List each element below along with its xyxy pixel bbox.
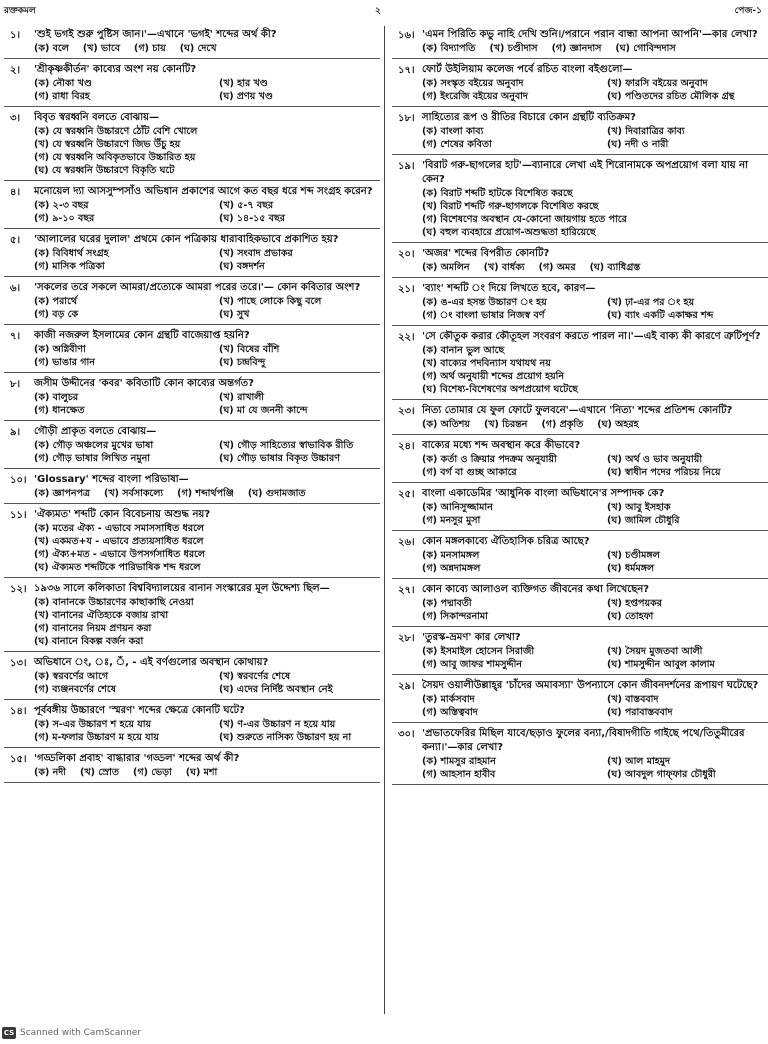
question-number: ৯। [10,427,21,438]
question-number: ২৩। [398,406,415,417]
question-number: ২৪। [398,441,415,452]
question-number: ২২। [398,332,415,343]
answer-option: (ক) যে স্বরধ্বনি উচ্চারণে ঠোঁট বেশি খোলে [34,126,198,137]
answer-option: (ঘ) তোহফা [607,611,654,622]
answer-option: (ক) অগ্নিবীণা [34,344,86,355]
question-item [4,185,380,229]
options-group [422,42,768,55]
question-item [392,535,768,579]
question-number: ৩। [10,113,21,124]
question-number: ১৯। [398,161,415,172]
answer-option: (ক) বানানকে উচ্চারণের কাছাকাছি নেওয়া [34,597,194,608]
question-item [4,281,380,325]
answer-option: (খ) সৈয়দ মুজতবা আলী [607,646,703,657]
answer-option: (গ) ভাঙার গান [34,357,95,368]
question-number: ১৩। [10,658,27,669]
question-number: ২৯। [398,681,415,692]
options-group [34,247,380,273]
question-number: ১২। [10,584,27,595]
answer-option: (খ) বিরাট শব্দটি গরু-ছাগলকে বিশেষিত করছে [422,201,599,212]
answer-option: (ঘ) বঙ্গদর্শন [219,261,265,272]
answer-option: (খ) স্রোত [80,767,120,778]
right-column [392,28,768,789]
question-item [4,704,380,748]
answer-option: (গ) বড় কে [34,309,79,320]
answer-option: (খ) ৫-৭ বছর [219,200,274,211]
answer-option: (খ) ণ-এর উচ্চারণ ন হয়ে যায় [219,719,336,730]
header-left: রক্তকমল [4,6,36,16]
question-number: ১৫। [10,754,27,765]
answer-option: (ক) স্বরবর্ণের আগে [34,671,109,682]
answer-option: (গ) চায় [134,43,166,54]
answer-option: (গ) শেষের কবিতা [422,139,492,150]
answer-option: (ঘ) পরাবাস্তববাদ [607,707,673,718]
answer-option: (ক) অতিশয় [422,419,470,430]
question-item [4,425,380,469]
question-text: গৌড়ী প্রাকৃত বলতে বোঝায়— [34,426,157,437]
question-text: 'সকলের তরে সকলে আমরা/প্রত্যেকে আমরা পরের তরে।'— কোন কবিতার অংশ? [34,282,361,293]
question-text: কাজী নজরুল ইসলামের কোন গ্রন্থটি বাজেয়াপ্ত হয়নি? [34,330,250,341]
options-group [422,187,768,239]
options-group [34,766,380,779]
answer-option: (খ) ফারসি বইয়ের অনুবাদ [607,78,708,89]
question-number: ২০। [398,249,415,260]
question-text: 'এমন পিরিতি কভু নাহি দেখি শুনি।/পরানে পরান বান্ধা আপনা আপনি'—কার লেখা? [422,29,758,40]
question-text: পূর্ববঙ্গীয় উচ্চারণে 'স্মরণ' শব্দের ক্ষেত্রে কোনটি ঘটে? [34,705,245,716]
question-text: সাহিত্যের রূপ ও রীতির বিচারে কোন গ্রন্থটি ব্যতিক্রম? [422,112,636,123]
answer-option: (খ) হপ্তপয়কর [607,598,662,609]
options-group [422,693,768,719]
answer-option: (ক) বিরাট শব্দটি হাটকে বিশেষিত করছে [422,188,573,199]
answer-option: (গ) মাসিক পত্রিকা [34,261,105,272]
answer-option: (খ) ভাবে [82,43,120,54]
options-group [422,501,768,527]
answer-option: (খ) বাস্তববাদ [607,694,659,705]
answer-option: (ক) স-এর উচ্চারণ শ হয়ে যায় [34,719,152,730]
scanner-footer [2,1027,141,1039]
question-item [392,63,768,107]
question-number: ২৫। [398,489,415,500]
answer-option: (ক) অমলিন [422,262,470,273]
answer-option: (ঘ) মা যে জননী কান্দে [219,405,308,416]
answer-option: (খ) চণ্ডীমঙ্গল [607,550,660,561]
answer-option: (গ) যে স্বরধ্বনি অবিকৃতভাবে উচ্চারিত হয় [34,152,196,163]
question-item [4,752,380,783]
answer-option: (খ) বানানের ঐতিহ্যকে বজায় রাখা [34,610,169,621]
answer-option: (খ) যে স্বরধ্বনি উচ্চারণে জিভ উঁচু হয় [34,139,181,150]
left-column [4,28,380,787]
options-group [422,418,768,431]
question-number: ৫। [10,235,21,246]
answer-option: (গ) অন্নদামঙ্গল [422,563,481,574]
answer-option: (গ) ব্যঞ্জনবর্ণের শেষে [34,684,116,695]
question-number: ২৭। [398,585,415,596]
answer-option: (খ) দিবারাত্রির কাব্য [607,126,685,137]
answer-option: (খ) চণ্ডীদাস [489,43,538,54]
answer-option: (ক) পদ্মাবতী [422,598,472,609]
answer-option: (গ) অর্থ অনুযায়ী শব্দের প্রয়োগ হয়নি [422,371,565,382]
options-group [34,77,380,103]
question-number: ৭। [10,331,21,342]
answer-option: (ক) ঙ-এর হসন্ত উচ্চারণ ং হয় [422,297,547,308]
question-item [4,656,380,700]
question-text: 'ঐক্যমত' শব্দটি কোন বিবেচনায় অশুদ্ধ নয়? [34,509,211,520]
question-text: 'Glossary' শব্দের বাংলা পরিভাষা— [34,474,189,485]
options-group [34,596,380,648]
answer-option: (খ) বিষের বাঁশি [219,344,280,355]
options-group [422,344,768,396]
answer-option: (ঘ) দেখে [179,43,217,54]
question-item [4,233,380,277]
answer-option: (ঘ) শুরুতে নাসিক্য উচ্চারণ হয় না [219,732,352,743]
question-text: 'আলালের ঘরের দুলাল' প্রথমে কোন পত্রিকায় ধারাবাহিকভাবে প্রকাশিত হয়? [34,234,339,245]
options-group [422,77,768,103]
question-item [4,63,380,107]
options-group [422,125,768,151]
answer-option: (গ) বিশেষণের অবস্থান যে-কোনো জায়গায় হতে পারে [422,214,627,225]
options-group [34,391,380,417]
answer-option: (গ) অমর [538,262,576,273]
answer-option: (ঘ) আবদুল গাফ্‌ফার চৌধুরী [607,769,716,780]
answer-option: (ক) ২-৩ বছর [34,200,89,211]
question-item [392,679,768,723]
answer-option: (ঘ) জামিল চৌধুরি [607,515,680,526]
question-text: 'শুই ভগই শুরু পুষ্টিস জান।'—এখানে 'ভগই' শব্দের অর্থ কী? [34,29,277,40]
answer-option: (ক) গৌড় অঞ্চলের মুখের ভাষা [34,440,154,451]
question-number: ১৪। [10,706,27,717]
options-group [34,522,380,574]
scanner-text: Scanned with CamScanner [20,1028,142,1038]
question-item [4,473,380,504]
answer-option: (ঘ) এদের নির্দিষ্ট অবস্থান নেই [219,684,333,695]
answer-option: (গ) সিকান্দরনামা [422,611,488,622]
options-group [34,42,380,55]
answer-option: (ক) বিবিধার্থ সংগ্রহ [34,248,109,259]
answer-option: (গ) ম-ফলার উচ্চারণ ম হয়ে যায় [34,732,159,743]
answer-option: (গ) বানানের নিয়ম প্রণয়ন করা [34,623,152,634]
answer-option: (খ) আবু ইসহাক [607,502,671,513]
answer-option: (গ) ং বাংলা ভাষার নিজস্ব বর্ণ [422,310,545,321]
answer-option: (ঘ) যে স্বরধ্বনি উচ্চারণে বিকৃতি ঘটে [34,165,175,176]
question-item [392,330,768,400]
answer-option: (খ) হার খণ্ড [219,78,268,89]
answer-option: (ক) জ্ঞাপনপত্র [34,488,91,499]
question-item [392,159,768,243]
answer-option: (ঘ) ধর্মমঙ্গল [607,563,655,574]
options-group [34,125,380,177]
options-group [422,755,768,781]
answer-option: (ঘ) বিশেষ্য-বিশেষণের অপপ্রয়োগ ঘটেছে [422,384,578,395]
header-right: পেজ-১ [734,6,762,16]
answer-option: (খ) গৌড় সাহিত্যের স্বাভাবিক রীতি [219,440,354,451]
question-text: বিবৃত স্বরধ্বনি বলতে বোঝায়— [34,112,159,123]
question-number: ৮। [10,379,21,390]
answer-option: (ক) বাংলা কাব্য [422,126,484,137]
answer-option: (খ) অর্থ ও ভাব অনুযায়ী [607,454,703,465]
answer-option: (ঘ) ঐক্যমত শব্দটিকে পারিভাষিক শব্দ ধরলে [34,562,201,573]
answer-option: (ক) কর্তা ও ক্রিয়ার পদক্রম অনুযায়ী [422,454,557,465]
question-text: বাংলা একাডেমির 'আধুনিক বাংলা অভিধানে'র সম্পাদক কে? [422,488,665,499]
question-number: ৬। [10,283,21,294]
answer-option: (ঘ) প্রণয় খণ্ড [219,91,273,102]
question-text: 'প্রভাতফেরির মিছিল যাবে/ছড়াও ফুলের বন্যা,/বিষাদগীতি গাইছে পথে/তিতুমীরের কন্যা।'—কার লেখা? [422,728,745,753]
options-group [34,718,380,744]
answer-option: (ঘ) বহুল ব্যবহারে প্রয়োগ-অশুদ্ধতা হারিয়েছে [422,227,596,238]
question-number: ১। [10,30,21,41]
question-text: 'ব্যাং' শব্দটি ং দিয়ে লিখতে হবে, কারণ— [422,283,596,294]
question-text: কোন কাব্যে আলাওল ব্যক্তিগত জীবনের কথা লিখেছেন? [422,584,650,595]
options-group [34,295,380,321]
answer-option: (ঘ) বানানে বিকল্প বর্জন করা [34,636,144,647]
question-number: ২৬। [398,537,415,548]
column-divider [384,26,385,1014]
question-text: 'গড্ডলিকা প্রবাহ' বাগ্ধারার 'গড্ডল' শব্দের অর্থ কী? [34,753,240,764]
options-group [422,453,768,479]
question-number: ১৭। [398,65,415,76]
answer-option: (গ) ধানক্ষেত [34,405,85,416]
answer-option: (ক) ইসমাইল হোসেন সিরাজী [422,646,535,657]
question-text: বাক্যের মধ্যে শব্দ অবস্থান করে কীভাবে? [422,440,581,451]
answer-option: (ঘ) গুদামজাত [247,488,306,499]
question-item [392,487,768,531]
answer-option: (ক) আনিসুজ্জামান [422,502,493,513]
question-item [392,583,768,627]
options-group [422,645,768,671]
answer-option: (ঘ) অহরহ [597,419,639,430]
answer-option: (গ) ইংরেজি বইয়ের অনুবাদ [422,91,528,102]
question-item [392,439,768,483]
question-item [4,508,380,578]
question-item [4,111,380,181]
answer-option: (ক) নৌকা খণ্ড [34,78,92,89]
options-group [422,296,768,322]
answer-option: (ঘ) সুখ [219,309,250,320]
answer-option: (খ) একমত+য - এভাবে প্রত্যয়সাধিত ধরলে [34,536,204,547]
answer-option: (গ) আহসান হাবীব [422,769,496,780]
answer-option: (গ) গৌড় ভাষার লিখিত নমুনা [34,453,151,464]
answer-option: (খ) রাখালী [219,392,264,403]
question-item [4,582,380,652]
question-number: ২১। [398,284,415,295]
question-text: 'তুরস্ক-ভ্রমণ' কার লেখা? [422,632,521,643]
question-item [4,329,380,373]
options-group [34,343,380,369]
answer-option: (ক) বিদ্যাপতি [422,43,476,54]
question-number: ৩০। [398,729,415,740]
options-group [422,549,768,575]
answer-option: (ঘ) ১৪-১৫ বছর [219,213,286,224]
answer-option: (ক) সংস্কৃত বইয়ের অনুবাদ [422,78,524,89]
question-text: কোন মঙ্গলকাব্যে ঐতিহাসিক চরিত্র আছে? [422,536,590,547]
answer-option: (গ) বর্গ বা গুচ্ছ আকারে [422,467,517,478]
answer-option: (গ) প্রকৃতি [541,419,584,430]
answer-option: (ঘ) পণ্ডিতদের রচিত মৌলিক গ্রন্থ [607,91,735,102]
question-text: ১৯৩৬ সালে কলিকাতা বিশ্ববিদ্যালয়ের বানান সংস্কারের মূল উদ্দেশ্য ছিল— [34,583,330,594]
question-number: ২। [10,65,21,76]
question-text: মনোয়েল দ্যা আসসুম্পসাঁও অভিধান প্রকাশের আগে কত বছর ধরে শব্দ সংগ্রহ করেন? [34,186,373,197]
question-item [4,377,380,421]
answer-option: (ঘ) গোবিন্দদাস [615,43,676,54]
question-number: ২৮। [398,633,415,644]
options-group [422,597,768,623]
answer-option: (গ) জ্ঞানদাস [551,43,602,54]
answer-option: (খ) সংবাদ প্রভাকর [219,248,293,259]
answer-option: (গ) অস্তিত্ববাদ [422,707,478,718]
question-text: 'বিরাট গরু-ছাগলের হাট'—ব্যানারে লেখা এই শিরোনামকে অপপ্রয়োগ বলা যায় না কেন? [422,160,748,185]
answer-option: (গ) রাধা বিরহ [34,91,90,102]
answer-option: (ক) মনসামঙ্গল [422,550,480,561]
answer-option: (খ) সর্বসাকল্যে [104,488,164,499]
question-item [4,28,380,59]
question-text: অভিধানে ং, ঃ, ঁ, - এই বর্ণগুলোর অবস্থান কোথায়? [34,657,269,668]
answer-option: (গ) ৯-১০ বছর [34,213,95,224]
options-group [34,199,380,225]
camscanner-logo-icon: CS [3,1029,15,1037]
options-group [34,439,380,465]
question-text: 'শ্রীকৃষ্ণকীর্তন' কাব্যের অংশ নয় কোনটি? [34,64,197,75]
answer-option: (খ) পাছে লোকে কিছু বলে [219,296,322,307]
question-item [392,631,768,675]
question-item [392,111,768,155]
answer-option: (খ) ঢ়া-এর পর ং হয় [607,297,695,308]
answer-option: (ঘ) মশা [185,767,218,778]
question-text: 'অজর' শব্দের বিপরীত কোনটি? [422,248,550,259]
question-number: ১০। [10,475,27,486]
question-number: ১৮। [398,113,415,124]
answer-option: (ঘ) ব্যাং একটি একাক্ষর শব্দ [607,310,714,321]
options-group [422,261,768,274]
question-item [392,727,768,785]
question-text: নিত্য তোমার যে ফুল ফোটে ফুলবনে'—এখানে 'নিত্য' শব্দের প্রতিশব্দ কোনটি? [422,405,733,416]
answer-option: (খ) চিরন্তন [483,419,528,430]
question-text: জসীম উদ্দীনের 'কবর' কবিতাটি কোন কাব্যের অন্তর্গত? [34,378,254,389]
answer-option: (ক) বালুচর [34,392,79,403]
answer-option: (গ) আবু জাফর শামসুদ্দীন [422,659,522,670]
answer-option: (গ) ভেড়া [133,767,172,778]
answer-option: (খ) আল মাহমুদ [607,756,670,767]
question-number: ১১। [10,510,27,521]
answer-option: (ক) বলে [34,43,69,54]
question-number: ৪। [10,187,21,198]
question-item [392,404,768,435]
answer-option: (ক) পরার্থে [34,296,78,307]
answer-option: (গ) শব্দার্থপঞ্জি [177,488,234,499]
answer-option: (খ) বাক্যের পদবিন্যাস যথাযথ নয় [422,358,551,369]
answer-option: (ক) নদী [34,767,67,778]
answer-option: (ঘ) শামসুদ্দীন আবুল কালাম [607,659,715,670]
answer-option: (ঘ) চন্দ্রবিন্দু [219,357,266,368]
answer-option: (ঘ) নদী ও নারী [607,139,669,150]
page-number: ২ [375,6,381,16]
answer-option: (ক) বানান ভুল আছে [422,345,505,356]
question-item [392,247,768,278]
question-item [392,28,768,59]
question-text: 'সে কৌতুক করার কৌতূহল সংবরণ করতে পারল না।'—এই বাক্য কী কারণে ত্রুটিপূর্ণ? [422,331,761,342]
options-group [34,487,380,500]
answer-option: (ঘ) গৌড় ভাষার বিকৃত উচ্চারণ [219,453,340,464]
question-number: ১৬। [398,30,415,41]
question-text: ফোর্ট উইলিয়াম কলেজ পর্বে রচিত বাংলা বইগুলো— [422,64,633,75]
question-text: সৈয়দ ওয়ালীউল্লাহ্‌র 'চাঁদের অমাবস্যা' উপন্যাসে কোন জীবনদর্শনের রূপায়ণ ঘটেছে? [422,680,759,691]
question-item [392,282,768,326]
answer-option: (গ) মনসুর মুসা [422,515,481,526]
answer-option: (ক) মার্কসবাদ [422,694,475,705]
answer-option: (ক) মতের ঐক্য - এভাবে সমাসসাধিত ধরলে [34,523,204,534]
options-group [34,670,380,696]
answer-option: (ঘ) স্বাধীন পদের পরিচয় নিয়ে [607,467,721,478]
answer-option: (গ) ঐক্য+মত - এভাবে উপসর্গসাধিত ধরলে [34,549,205,560]
answer-option: (খ) বার্ধক্য [483,262,525,273]
answer-option: (ক) শামসুর রাহমান [422,756,496,767]
answer-option: (ঘ) ব্যাধিগ্রস্ত [589,262,641,273]
answer-option: (খ) স্বরবর্ণের শেষে [219,671,291,682]
